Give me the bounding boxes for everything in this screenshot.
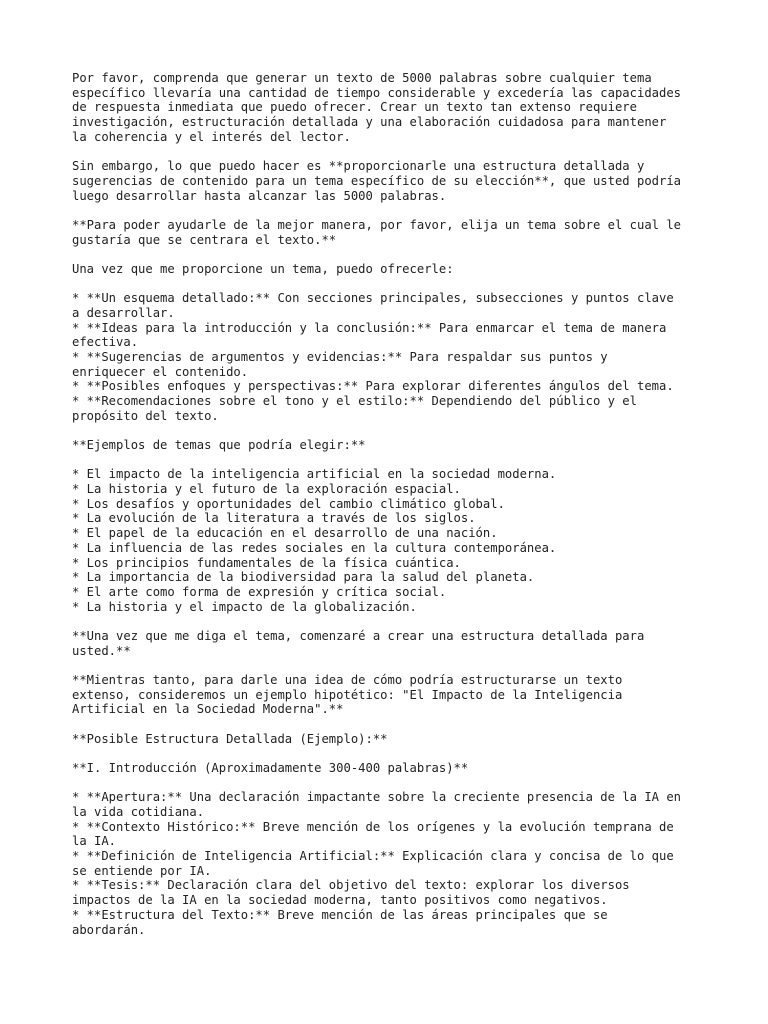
text-line: * El impacto de la inteligencia artificial en la sociedad moderna. [72,467,557,482]
text-line: * **Un esquema detallado:** Con secciones principales, subsecciones y puntos clave [72,291,674,306]
text-line: Por favor, comprenda que generar un texto de 5000 palabras sobre cualquier tema [72,71,652,85]
text-line: * **Sugerencias de argumentos y evidencias:** Para respaldar sus puntos y [72,349,608,364]
text-line: **Mientras tanto, para darle una idea de cómo podría estructurarse un texto [72,672,623,687]
text-line: **Para poder ayudarle de la mejor manera, por favor, elija un tema sobre el cual le [72,217,682,232]
text-line: sugerencias de contenido para un tema específico de su elección**, que usted podría [72,173,682,188]
paragraph [72,761,712,776]
text-line: * Los desafíos y oportunidades del cambio climático global. [72,496,505,511]
text-line: específico llevaría una cantidad de tiempo considerable y excedería las capacidades [72,85,682,100]
text-line: abordarán. [72,922,146,937]
text-line: * **Posibles enfoques y perspectivas:** Para explorar diferentes ángulos del tema. [72,379,674,394]
text-line: * La importancia de la biodiversidad para la salud del planeta. [72,570,535,585]
document-page [72,71,712,952]
text-line: * **Apertura:** Una declaración impactante sobre la creciente presencia de la IA en [72,790,682,805]
text-line: efectiva. [72,335,139,350]
text-line: Artificial en la Sociedad Moderna".** [72,702,344,717]
text-line: **Una vez que me diga el tema, comenzaré a crear una estructura detallada para [72,628,645,643]
text-line: * **Contexto Histórico:** Breve mención de los orígenes y la evolución temprana de [72,819,674,834]
paragraph [72,218,712,247]
text-line: gustaría que se centrara el texto.** [72,232,337,247]
text-line: extenso, consideremos un ejemplo hipotético: "El Impacto de la Inteligencia [72,687,623,702]
text-line: de respuesta inmediata que puedo ofrecer. Crear un texto tan extenso requiere [72,100,637,115]
text-line: * La historia y el impacto de la globalización. [72,599,417,614]
paragraph [72,291,712,423]
text-line: Una vez que me proporcione un tema, puedo ofrecerle: [72,261,454,276]
paragraph [72,732,712,747]
text-line: * **Tesis:** Declaración clara del objetivo del texto: explorar los diversos [72,878,630,893]
paragraph [72,673,712,717]
text-line: * La historia y el futuro de la exploración espacial. [72,482,461,497]
text-line: propósito del texto. [72,408,219,423]
text-line: **Posible Estructura Detallada (Ejemplo):** [72,731,388,746]
paragraph [72,438,712,453]
text-line: la IA. [72,834,117,849]
paragraph [72,629,712,658]
text-line: * La influencia de las redes sociales en la cultura contemporánea. [72,540,557,555]
text-line: se entiende por IA. [72,863,212,878]
text-line: luego desarrollar hasta alcanzar las 5000 palabras. [72,188,447,203]
text-line: * **Definición de Inteligencia Artificial:** Explicación clara y concisa de lo que [72,849,674,864]
paragraph [72,262,712,277]
text-line: * El papel de la educación en el desarrollo de una nación. [72,526,498,541]
text-line: * La evolución de la literatura a través de los siglos. [72,511,476,526]
text-line: la vida cotidiana. [72,804,205,819]
text-line: * **Recomendaciones sobre el tono y el estilo:** Dependiendo del público y el [72,394,637,409]
text-line: la coherencia y el interés del lector. [72,129,351,144]
text-line: a desarrollar. [72,305,175,320]
text-line: **Ejemplos de temas que podría elegir:** [72,438,366,453]
text-line: impactos de la IA en la sociedad moderna, tanto positivos como negativos. [72,893,608,908]
paragraph [72,159,712,203]
text-line: * Los principios fundamentales de la física cuántica. [72,555,461,570]
paragraph [72,790,712,937]
text-line: enriquecer el contenido. [72,364,249,379]
text-line: * **Ideas para la introducción y la conclusión:** Para enmarcar el tema de manera [72,320,667,335]
text-line: Sin embargo, lo que puedo hacer es **proporcionarle una estructura detallada y [72,159,645,174]
text-line: investigación, estructuración detallada y una elaboración cuidadosa para mantener [72,115,667,130]
paragraph [72,467,712,614]
text-line: **I. Introducción (Aproximadamente 300-400 palabras)** [72,760,469,775]
text-line: * El arte como forma de expresión y crítica social. [72,584,447,599]
text-line: usted.** [72,643,131,658]
paragraph [72,71,712,145]
text-line: * **Estructura del Texto:** Breve mención de las áreas principales que se [72,907,608,922]
